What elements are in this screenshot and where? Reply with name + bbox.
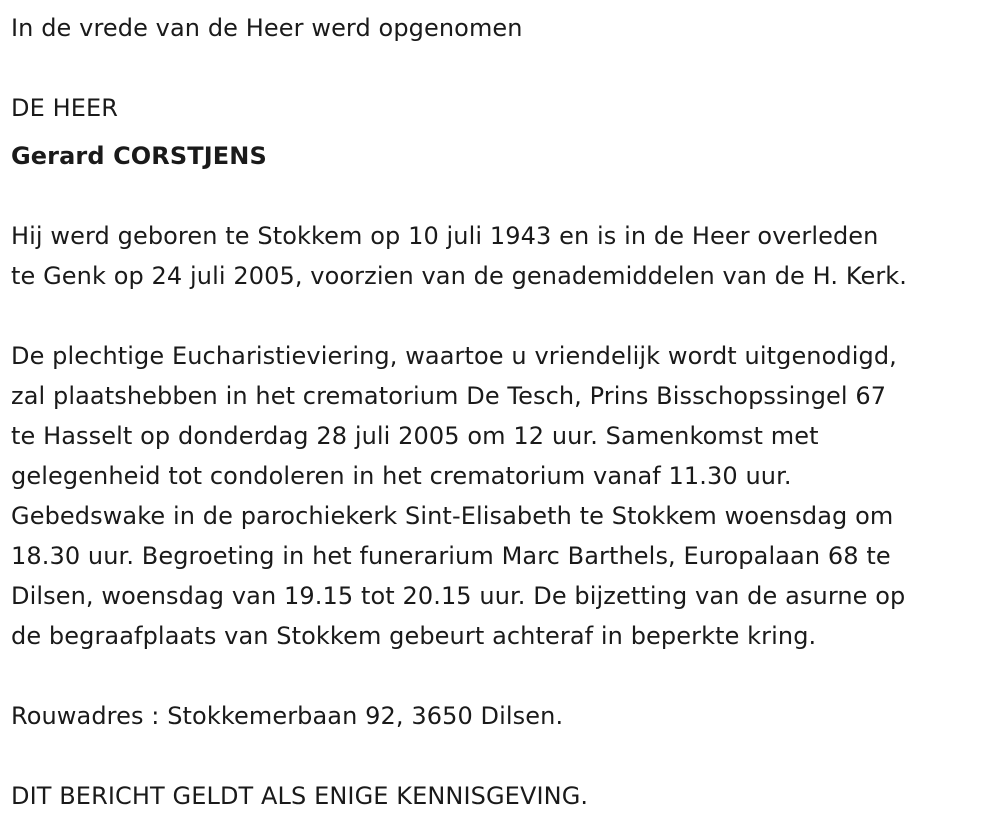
intro-text: In de vrede van de Heer werd opgenomen (11, 14, 523, 42)
paragraph-line: te Hasselt op donderdag 28 juli 2005 om 12 uur. Samenkomst met (11, 422, 819, 450)
spacer (11, 176, 995, 216)
deceased-name: Gerard CORSTJENS (11, 142, 267, 170)
birth-death-paragraph (11, 216, 995, 296)
paragraph-line: Hij werd geboren te Stokkem op 10 juli 1943 en is in de Heer overleden (11, 222, 879, 250)
paragraph-line: De plechtige Eucharistieviering, waartoe u vriendelijk wordt uitgenodigd, (11, 342, 897, 370)
paragraph-line: gelegenheid tot condoleren in het crematorium vanaf 11.30 uur. (11, 462, 792, 490)
spacer (11, 656, 995, 696)
obituary-document (11, 8, 995, 816)
ceremony-paragraph (11, 336, 995, 656)
honorific-text: DE HEER (11, 94, 119, 122)
paragraph-line: Dilsen, woensdag van 19.15 tot 20.15 uur. De bijzetting van de asurne op (11, 582, 906, 610)
paragraph-line: Gebedswake in de parochiekerk Sint-Elisabeth te Stokkem woensdag om (11, 502, 894, 530)
paragraph-line: zal plaatshebben in het crematorium De Tesch, Prins Bisschopssingel 67 (11, 382, 887, 410)
notice-text: DIT BERICHT GELDT ALS ENIGE KENNISGEVING. (11, 782, 589, 810)
mourning-address: Rouwadres : Stokkemerbaan 92, 3650 Dilsen. (11, 702, 564, 730)
spacer (11, 48, 995, 88)
paragraph-line: de begraafplaats van Stokkem gebeurt achteraf in beperkte kring. (11, 622, 817, 650)
paragraph-line: 18.30 uur. Begroeting in het funerarium Marc Barthels, Europalaan 68 te (11, 542, 891, 570)
spacer (11, 296, 995, 336)
spacer (11, 736, 995, 776)
paragraph-line: te Genk op 24 juli 2005, voorzien van de genademiddelen van de H. Kerk. (11, 262, 908, 290)
